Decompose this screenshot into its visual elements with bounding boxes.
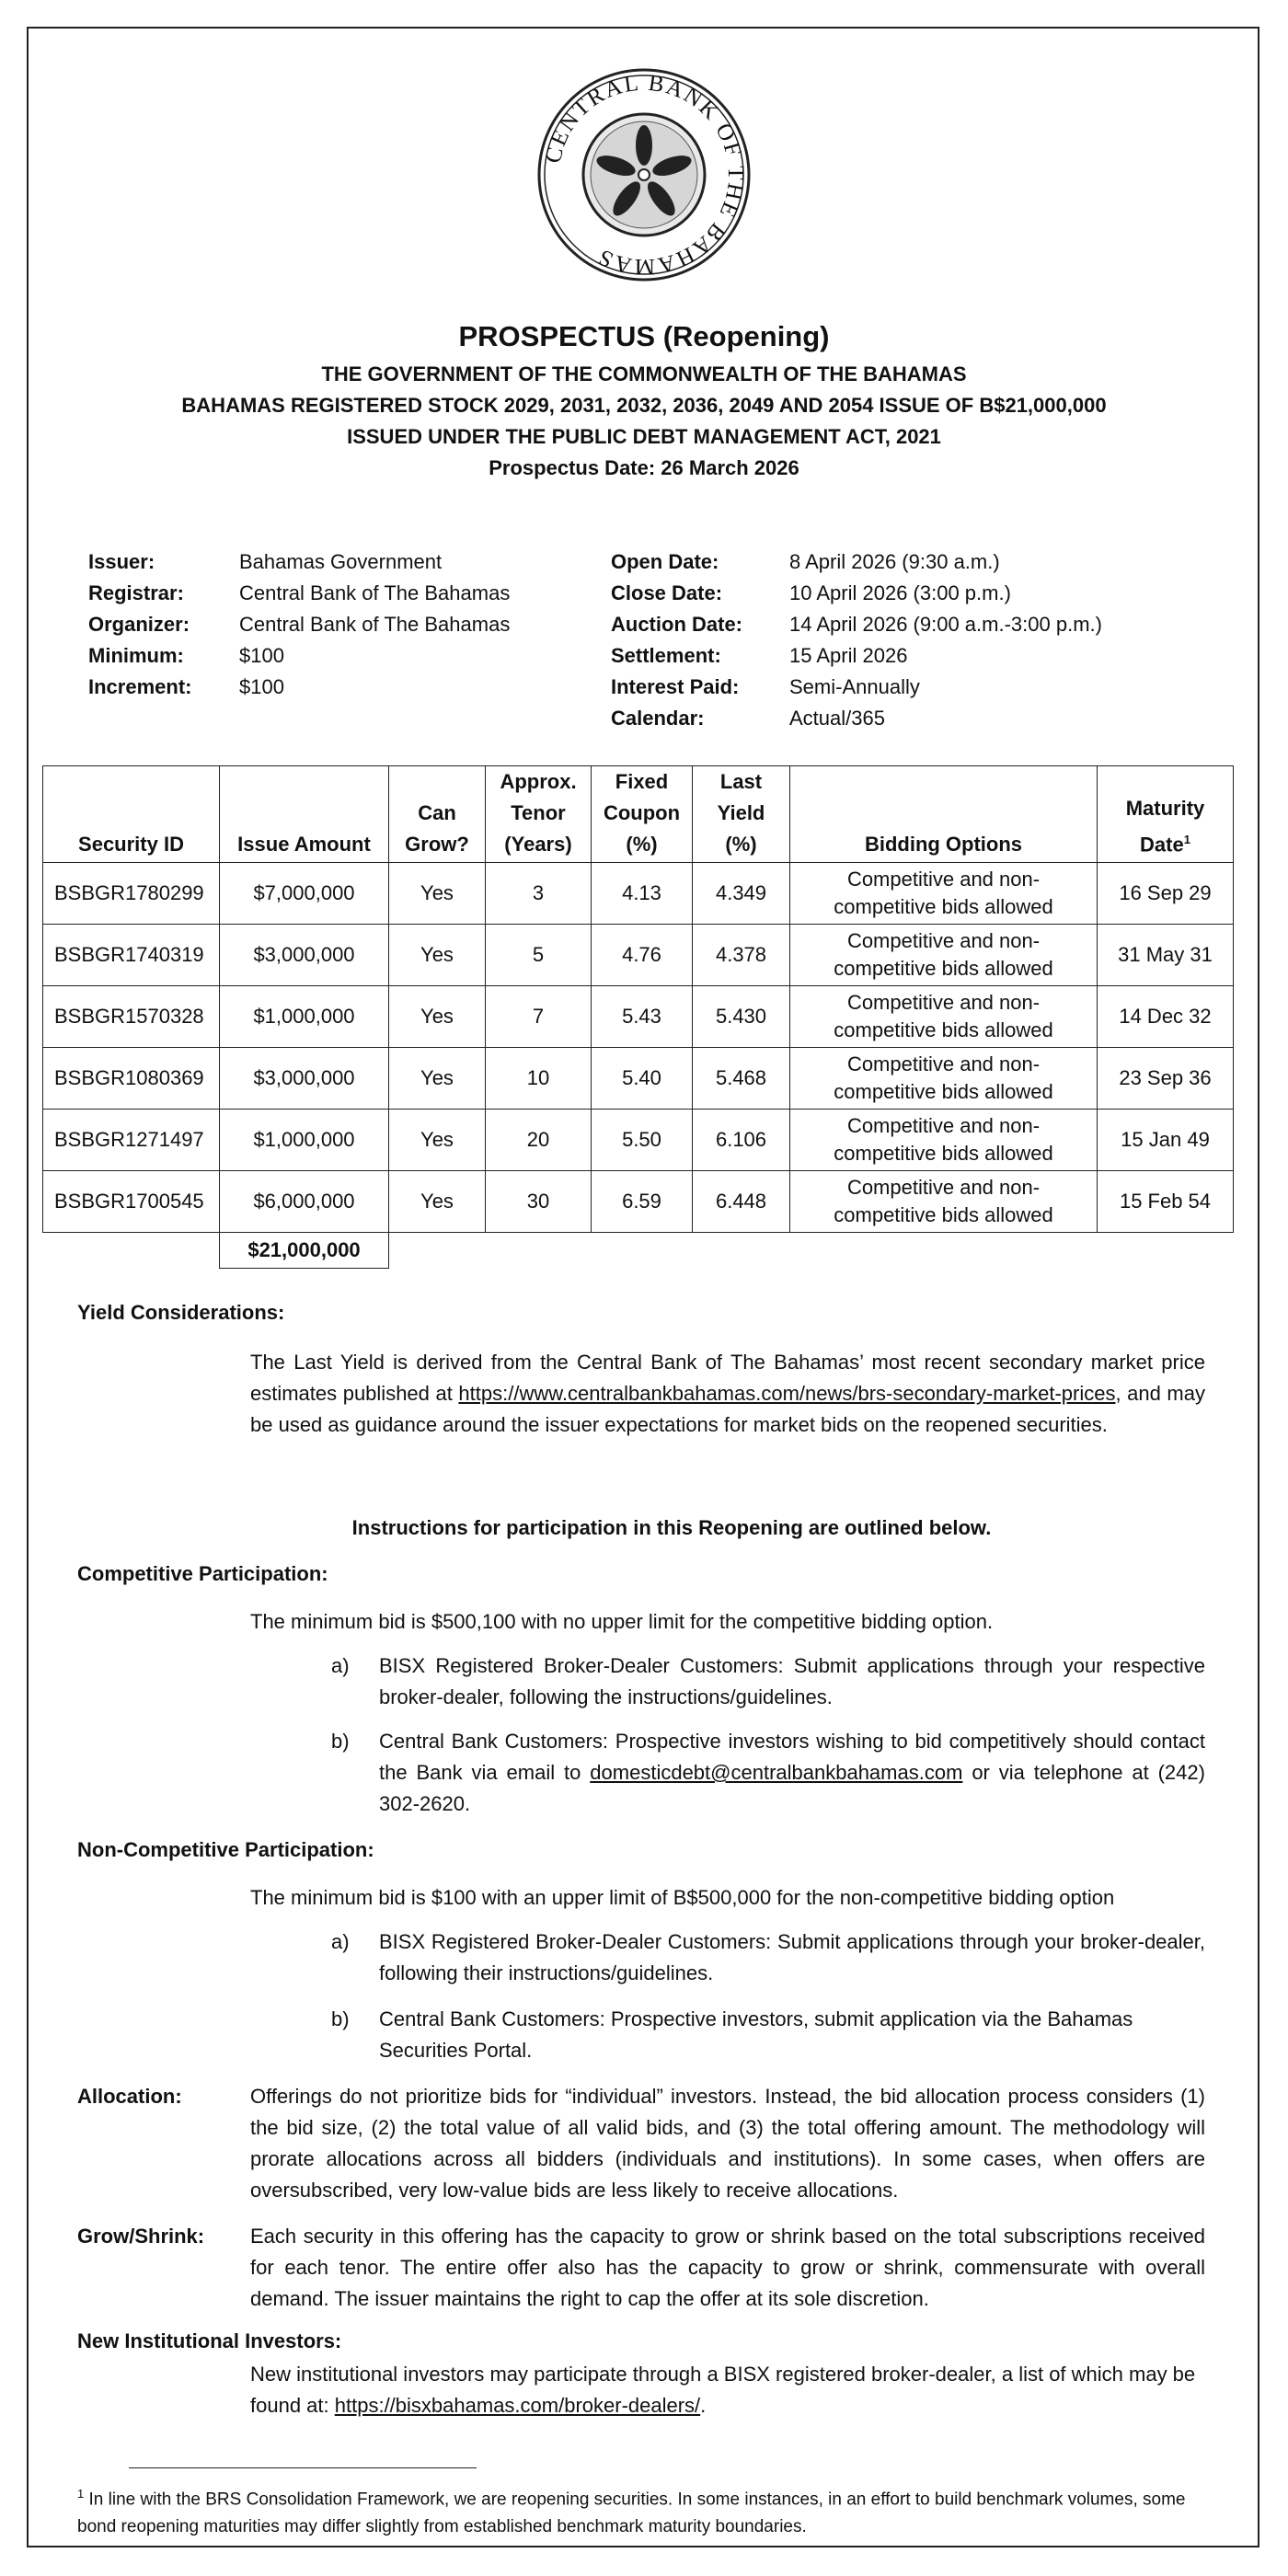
competitive-intro: The minimum bid is $500,100 with no upper limit for the competitive bidding option. xyxy=(250,1610,994,1633)
col-header-maturity-date: Maturity Date$^1$ xyxy=(1098,766,1234,863)
info-value: 10 April 2026 (3:00 p.m.) xyxy=(789,581,1011,604)
col-header-last-yield: Last Yield (%) xyxy=(693,766,790,863)
info-label: Issuer: xyxy=(88,550,155,573)
col-header-coupon: Fixed Coupon (%) xyxy=(592,766,693,863)
allocation-label: Allocation: xyxy=(77,2085,182,2108)
last-yield: 4.349 xyxy=(693,863,790,925)
last-yield: 6.448 xyxy=(693,1171,790,1233)
tenor: 20 xyxy=(486,1110,592,1171)
list-marker: a) xyxy=(331,1654,350,1677)
security-id: BSBGR1271497 xyxy=(43,1110,220,1171)
tenor: 5 xyxy=(486,925,592,986)
can-grow: Yes xyxy=(389,863,486,925)
col-header-issue-amount: Issue Amount xyxy=(220,766,389,863)
can-grow: Yes xyxy=(389,1048,486,1110)
issue-amount: $3,000,000 xyxy=(220,1048,389,1110)
issue-amount: $7,000,000 xyxy=(220,863,389,925)
can-grow: Yes xyxy=(389,925,486,986)
securities-table xyxy=(42,765,1234,1269)
info-label: Minimum: xyxy=(88,644,184,667)
last-yield: 6.106 xyxy=(693,1110,790,1171)
info-value: $100 xyxy=(239,644,284,667)
info-label: Calendar: xyxy=(611,707,705,730)
info-value: 14 April 2026 (9:00 a.m.-3:00 p.m.) xyxy=(789,613,1102,636)
info-label: Settlement: xyxy=(611,644,721,667)
info-label: Organizer: xyxy=(88,613,190,636)
maturity-date: 15 Feb 54 xyxy=(1098,1171,1234,1233)
security-id: BSBGR1570328 xyxy=(43,986,220,1048)
bidding-options: Competitive and non- competitive bids allowed xyxy=(790,986,1098,1048)
noncompetitive-option-a: BISX Registered Broker-Dealer Customers: Submit applications through your broker-dealer, following their instructions/guidelines. xyxy=(379,1930,1205,1984)
coupon: 4.13 xyxy=(592,863,693,925)
info-label: Increment: xyxy=(88,675,192,698)
info-label: Registrar: xyxy=(88,581,184,604)
issue-amount: $6,000,000 xyxy=(220,1171,389,1233)
table-row xyxy=(43,925,1234,986)
bidding-options: Competitive and non- competitive bids allowed xyxy=(790,1171,1098,1233)
list-marker: b) xyxy=(331,1730,350,1753)
table-row xyxy=(43,1110,1234,1171)
new-investors-text: New institutional investors may participate through a BISX registered broker-dealer, a list of which may be found at: https://bisxbahamas.com/broker-dealers/. xyxy=(250,2363,1196,2417)
issue-amount: $3,000,000 xyxy=(220,925,389,986)
list-marker: b) xyxy=(331,2007,350,2030)
tenor: 7 xyxy=(486,986,592,1048)
maturity-date: 15 Jan 49 xyxy=(1098,1110,1234,1171)
government-line: THE GOVERNMENT OF THE COMMONWEALTH OF THE BAHAMAS xyxy=(321,362,967,385)
security-id: BSBGR1780299 xyxy=(43,863,220,925)
prospectus-title: PROSPECTUS (Reopening) xyxy=(458,320,830,352)
issue-line: BAHAMAS REGISTERED STOCK 2029, 2031, 2032, 2036, 2049 AND 2054 ISSUE OF B$21,000,000 xyxy=(181,394,1107,417)
can-grow: Yes xyxy=(389,1110,486,1171)
coupon: 6.59 xyxy=(592,1171,693,1233)
info-label: Open Date: xyxy=(611,550,719,573)
tenor: 3 xyxy=(486,863,592,925)
col-header-can-grow: Can Grow? xyxy=(389,766,486,863)
table-row xyxy=(43,986,1234,1048)
coupon: 5.40 xyxy=(592,1048,693,1110)
table-row xyxy=(43,863,1234,925)
table-header-row xyxy=(43,766,1234,863)
secondary-market-prices-link[interactable]: https://www.centralbankbahamas.com/news/brs-secondary-market-prices xyxy=(458,1382,1116,1405)
grow-shrink-label: Grow/Shrink: xyxy=(77,2225,205,2248)
col-header-security-id: Security ID xyxy=(43,766,220,863)
prospectus-date: Prospectus Date: 26 March 2026 xyxy=(489,456,799,479)
noncompetitive-option-b: Central Bank Customers: Prospective investors, submit application via the Bahamas Securities Portal. xyxy=(379,2007,1133,2062)
table-row xyxy=(43,1171,1234,1233)
instructions-heading: Instructions for participation in this Reopening are outlined below. xyxy=(351,1516,992,1539)
coupon: 5.50 xyxy=(592,1110,693,1171)
yield-considerations-text: The Last Yield is derived from the Central Bank of The Bahamas’ most recent secondary market price estimates published at https://www.centralbankbahamas.com/news/brs-secondary-market-prices, and may be used as guidance around the issuer expectations for market bids on the reopened securities. xyxy=(250,1351,1205,1436)
competitive-option-a: BISX Registered Broker-Dealer Customers: Submit applications through your respective broker-dealer, following the instructions/guidelines. xyxy=(379,1654,1205,1708)
new-investors-heading: New Institutional Investors: xyxy=(77,2329,342,2352)
col-header-bidding-options: Bidding Options xyxy=(790,766,1098,863)
tenor: 10 xyxy=(486,1048,592,1110)
allocation-text: Offerings do not prioritize bids for “individual” investors. Instead, the bid allocation process considers (1) the bid size, (2) the total value of all valid bids, and (3) the total offering amount. The methodology will prorate allocations across all bidders (individuals and institutions). In some cases, when offers are oversubscribed, very low-value bids are less likely to receive allocations. xyxy=(250,2085,1205,2202)
svg-text:CENTRAL BANK OF THE BAHAMAS: CENTRAL BANK OF THE BAHAMAS xyxy=(540,70,749,280)
info-value: Semi-Annually xyxy=(789,675,920,698)
bidding-options: Competitive and non- competitive bids allowed xyxy=(790,863,1098,925)
info-value: Central Bank of The Bahamas xyxy=(239,613,511,636)
bidding-options: Competitive and non- competitive bids allowed xyxy=(790,1048,1098,1110)
noncompetitive-intro: The minimum bid is $100 with an upper limit of B$500,000 for the non-competitive bidding option xyxy=(250,1886,1115,1909)
info-value: Actual/365 xyxy=(789,707,885,730)
coupon: 5.43 xyxy=(592,986,693,1048)
issue-amount: $1,000,000 xyxy=(220,1110,389,1171)
competitive-participation-heading: Competitive Participation: xyxy=(77,1562,328,1585)
security-id: BSBGR1700545 xyxy=(43,1171,220,1233)
info-label: Interest Paid: xyxy=(611,675,740,698)
col-header-tenor: Approx. Tenor (Years) xyxy=(486,766,592,863)
security-id: BSBGR1740319 xyxy=(43,925,220,986)
bidding-options: Competitive and non- competitive bids allowed xyxy=(790,925,1098,986)
total-issue-amount: $21,000,000 xyxy=(220,1233,389,1269)
info-value: 8 April 2026 (9:30 a.m.) xyxy=(789,550,1000,573)
issue-amount: $1,000,000 xyxy=(220,986,389,1048)
tenor: 30 xyxy=(486,1171,592,1233)
table-total-row xyxy=(43,1233,1234,1269)
competitive-option-b: Central Bank Customers: Prospective investors wishing to bid competitively should contact the Bank via email to domesticdebt@centralbankbahamas.com or via telephone at (242) 302-2620. xyxy=(379,1730,1205,1815)
list-marker: a) xyxy=(331,1930,350,1953)
coupon: 4.76 xyxy=(592,925,693,986)
info-value: Bahamas Government xyxy=(239,550,443,573)
broker-dealers-link[interactable]: https://bisxbahamas.com/broker-dealers/ xyxy=(334,2394,701,2417)
info-value: 15 April 2026 xyxy=(789,644,908,667)
table-row xyxy=(43,1048,1234,1110)
email-link[interactable]: domesticdebt@centralbankbahamas.com xyxy=(590,1761,963,1784)
security-id: BSBGR1080369 xyxy=(43,1048,220,1110)
can-grow: Yes xyxy=(389,986,486,1048)
maturity-date: 31 May 31 xyxy=(1098,925,1234,986)
maturity-date: 14 Dec 32 xyxy=(1098,986,1234,1048)
info-value: $100 xyxy=(239,675,284,698)
grow-shrink-text: Each security in this offering has the capacity to grow or shrink based on the total subscriptions received for each tenor. The entire offer also has the capacity to grow or shrink, commensurate with overall demand. The issuer maintains the right to cap the offer at its sole discretion. xyxy=(250,2225,1205,2310)
central-bank-seal-logo xyxy=(535,66,753,283)
can-grow: Yes xyxy=(389,1171,486,1233)
footnote-divider xyxy=(129,2467,477,2468)
last-yield: 4.378 xyxy=(693,925,790,986)
last-yield: 5.468 xyxy=(693,1048,790,1110)
yield-considerations-heading: Yield Considerations: xyxy=(77,1301,285,1324)
noncompetitive-participation-heading: Non-Competitive Participation: xyxy=(77,1838,374,1861)
act-line: ISSUED UNDER THE PUBLIC DEBT MANAGEMENT ACT, 2021 xyxy=(347,425,941,448)
maturity-date: 16 Sep 29 xyxy=(1098,863,1234,925)
info-label: Close Date: xyxy=(611,581,723,604)
info-label: Auction Date: xyxy=(611,613,742,636)
maturity-date: 23 Sep 36 xyxy=(1098,1048,1234,1110)
footnote: $^1$ In line with the BRS Consolidation Framework, we are reopening securities. In some instances, in an effort to build benchmark volumes, some bond reopening maturities may differ slightly from established benchmark maturity boundaries. xyxy=(77,2487,1186,2537)
bidding-options: Competitive and non- competitive bids allowed xyxy=(790,1110,1098,1171)
last-yield: 5.430 xyxy=(693,986,790,1048)
info-value: Central Bank of The Bahamas xyxy=(239,581,511,604)
